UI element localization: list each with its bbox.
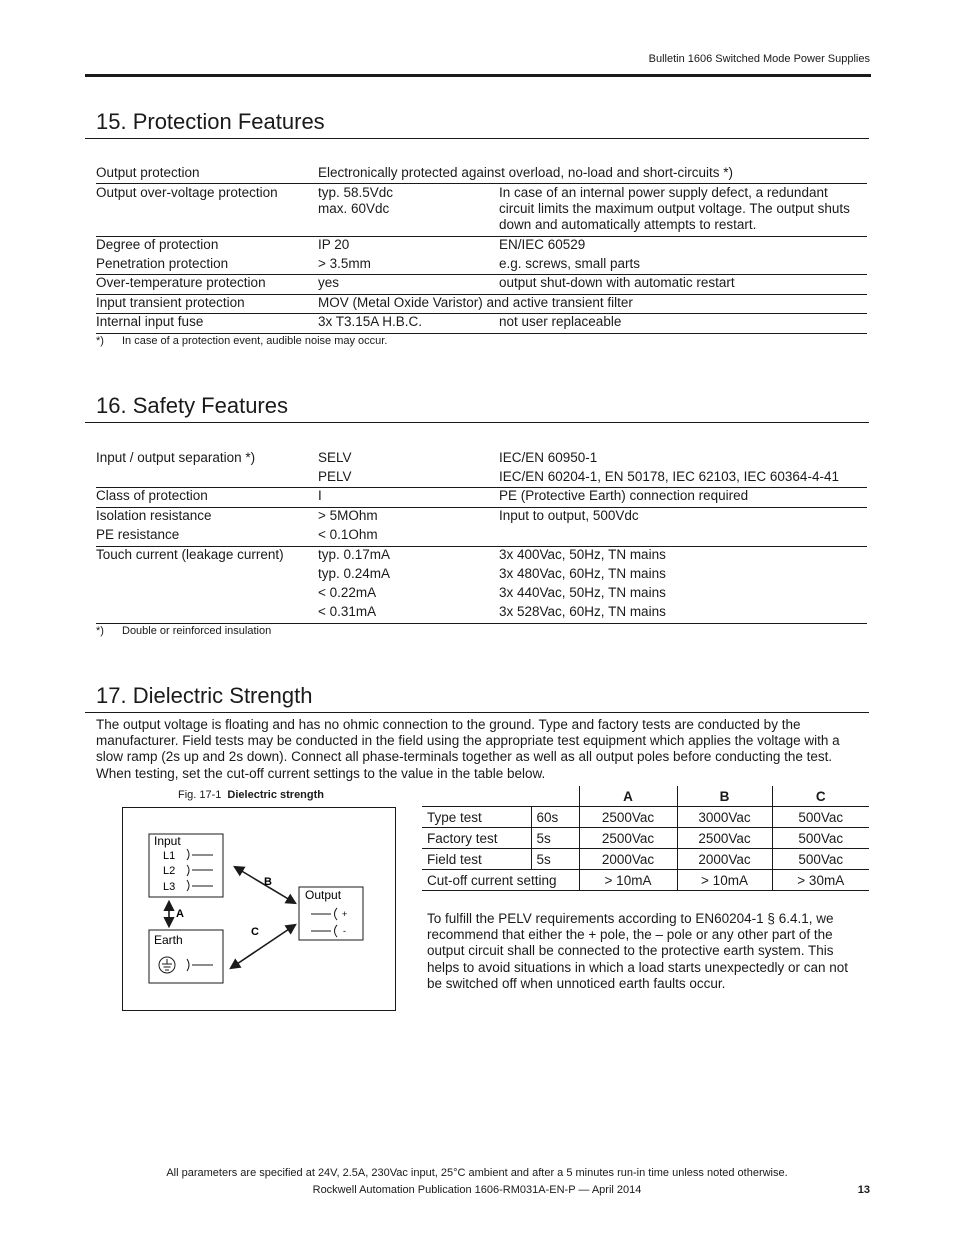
row-value: < 0.1Ohm: [318, 527, 378, 542]
footer-publication: Rockwell Automation Publication 1606-RM031A-EN-P — April 2014: [312, 1184, 642, 1196]
row-label: Isolation resistance: [96, 508, 212, 523]
table-row: [422, 807, 869, 828]
input-label: Input: [154, 834, 181, 848]
output-label: Output: [305, 888, 342, 902]
table-cell: Cut-off current setting: [422, 870, 579, 891]
row-value: typ. 0.17mA: [318, 547, 391, 562]
table-header-row: [422, 786, 869, 807]
row-value: > 5MOhm: [318, 508, 378, 523]
row-value: yes: [318, 275, 340, 290]
plus-label: +: [342, 909, 348, 919]
row-label: Class of protection: [96, 488, 208, 503]
row-note: output shut-down with automatic restart: [499, 275, 735, 290]
row-note: 3x 400Vac, 50Hz, TN mains: [499, 547, 666, 562]
header-cell: [531, 786, 579, 807]
row-note: e.g. screws, small parts: [499, 256, 641, 271]
footer-note: All parameters are specified at 24V, 2.5A, 230Vac input, 25°C ambient and after a 5 minutes run-in time unless noted otherwise.: [166, 1167, 788, 1179]
arrow-a-label: A: [176, 908, 184, 920]
row-value: typ. 0.24mA: [318, 566, 391, 581]
line-l1-label: L1: [163, 850, 176, 862]
header-cell-b: B: [677, 786, 772, 807]
table-cell: 2500Vac: [579, 828, 677, 849]
row-note: 3x 480Vac, 60Hz, TN mains: [499, 566, 666, 581]
minus-label: -: [343, 926, 346, 936]
figure-title: Dielectric strength: [227, 789, 325, 801]
arrow-c: [231, 925, 295, 968]
table-cell: 5s: [531, 849, 579, 870]
row-value: max. 60Vdc: [318, 201, 390, 216]
table-cell: > 10mA: [579, 870, 677, 891]
footnote-mark: *): [96, 335, 104, 347]
header-cell-a: A: [579, 786, 677, 807]
footnote: [96, 335, 387, 347]
row-label: Degree of protection: [96, 237, 219, 252]
table-row: [422, 828, 869, 849]
table-cell: 500Vac: [772, 807, 869, 828]
line-l3-label: L3: [163, 881, 176, 893]
section-title-protection: 15. Protection Features: [96, 109, 325, 134]
row-label: Touch current (leakage current): [96, 547, 284, 562]
table-cell: 60s: [531, 807, 579, 828]
table-cell: 2000Vac: [677, 849, 772, 870]
header-rule: [85, 74, 871, 77]
dielectric-figure: [122, 807, 396, 1011]
row-label: PE resistance: [96, 527, 180, 542]
row-note: IEC/EN 60950-1: [499, 450, 598, 465]
table-row: [422, 849, 869, 870]
table-cell: 2000Vac: [579, 849, 677, 870]
table-cell: 3000Vac: [677, 807, 772, 828]
row-label: Input transient protection: [96, 295, 245, 310]
row-divider: [96, 333, 867, 334]
table-cell: 2500Vac: [677, 828, 772, 849]
row-value: < 0.31mA: [318, 604, 377, 619]
dielectric-intro: The output voltage is floating and has no ohmic connection to the ground. Type and factory tests are conducted by the manufacturer. Field tests may be conducted in the field using the appropriate test equipment which applies the voltage with a slow ramp (2s up and 2s down). Connect all phase-terminals together as well as all output poles before conducting the test. When testing, set the cut-off current settings to the value in the table below.: [96, 717, 840, 781]
footnote-mark: *): [96, 625, 104, 637]
row-value: 3x T3.15A H.B.C.: [318, 314, 423, 329]
table-cell: 500Vac: [772, 828, 869, 849]
row-label: Penetration protection: [96, 256, 229, 271]
row-label: Output over-voltage protection: [96, 185, 278, 200]
row-label: Over-temperature protection: [96, 275, 266, 290]
row-divider: [96, 183, 867, 184]
row-note: In case of an internal power supply defect, a redundant circuit limits the maximum output voltage. The output shuts down and automatically attempts to restart.: [499, 185, 850, 232]
header-cell: [422, 786, 531, 807]
table-cell: Factory test: [422, 828, 531, 849]
row-value: typ. 58.5Vdc: [318, 185, 394, 200]
figure-caption: [178, 789, 324, 801]
ground-icon: [159, 957, 213, 973]
line-l2-label: L2: [163, 865, 176, 877]
header-cell-c: C: [772, 786, 869, 807]
earth-label: Earth: [154, 933, 183, 947]
row-value: I: [318, 488, 322, 503]
footnote-text: Double or reinforced insulation: [122, 625, 272, 637]
row-value: > 3.5mm: [318, 256, 371, 271]
row-label: Input / output separation *): [96, 450, 256, 465]
input-terminal-icon: [187, 849, 213, 891]
row-value: Electronically protected against overload, no-load and short-circuits *): [318, 165, 733, 180]
row-label: Output protection: [96, 165, 200, 180]
section-rule: [85, 422, 869, 423]
table-cell: 500Vac: [772, 849, 869, 870]
header-bulletin: Bulletin 1606 Switched Mode Power Supplies: [648, 53, 870, 65]
section-title-safety: 16. Safety Features: [96, 393, 288, 418]
row-note: IEC/EN 60204-1, EN 50178, IEC 62103, IEC 60364-4-41: [499, 469, 839, 484]
table-cell: Type test: [422, 807, 531, 828]
footnote-text: In case of a protection event, audible noise may occur.: [122, 335, 388, 347]
section-rule: [85, 712, 869, 713]
table-cell: 2500Vac: [579, 807, 677, 828]
row-value: IP 20: [318, 237, 350, 252]
dielectric-table: [422, 786, 869, 891]
table-cell: 5s: [531, 828, 579, 849]
row-note: not user replaceable: [499, 314, 622, 329]
table-cell: > 10mA: [677, 870, 772, 891]
row-note: 3x 528Vac, 60Hz, TN mains: [499, 604, 666, 619]
row-note: PE (Protective Earth) connection required: [499, 488, 749, 503]
row-label: Internal input fuse: [96, 314, 204, 329]
dielectric-diagram: [123, 808, 395, 1010]
row-note: Input to output, 500Vdc: [499, 508, 639, 523]
row-value: SELV: [318, 450, 352, 465]
row-value: PELV: [318, 469, 352, 484]
row-value: MOV (Metal Oxide Varistor) and active transient filter: [318, 295, 633, 310]
arrow-c-label: C: [251, 926, 259, 938]
pelv-note: To fulfill the PELV requirements according to EN60204-1 § 6.4.1, we recommend that either the + pole, the – pole or any other part of the output circuit shall be connected to the protective earth system. This helps to avoid situations in which a load starts unexpectedly or can not be switched off when unnoticed earth faults occur.: [427, 911, 848, 991]
footnote: [96, 625, 271, 637]
row-note: 3x 440Vac, 50Hz, TN mains: [499, 585, 666, 600]
table-cell: Field test: [422, 849, 531, 870]
figure-number: Fig. 17-1: [178, 789, 222, 801]
arrow-b-label: B: [264, 876, 272, 888]
section-title-dielectric: 17. Dielectric Strength: [96, 683, 313, 708]
row-divider: [96, 623, 867, 624]
page-number: 13: [857, 1184, 870, 1196]
table-row: [422, 870, 869, 891]
row-value: < 0.22mA: [318, 585, 377, 600]
section-rule: [85, 138, 869, 139]
output-terminal-icon: [311, 908, 337, 937]
row-note: EN/IEC 60529: [499, 237, 586, 252]
table-cell: > 30mA: [772, 870, 869, 891]
